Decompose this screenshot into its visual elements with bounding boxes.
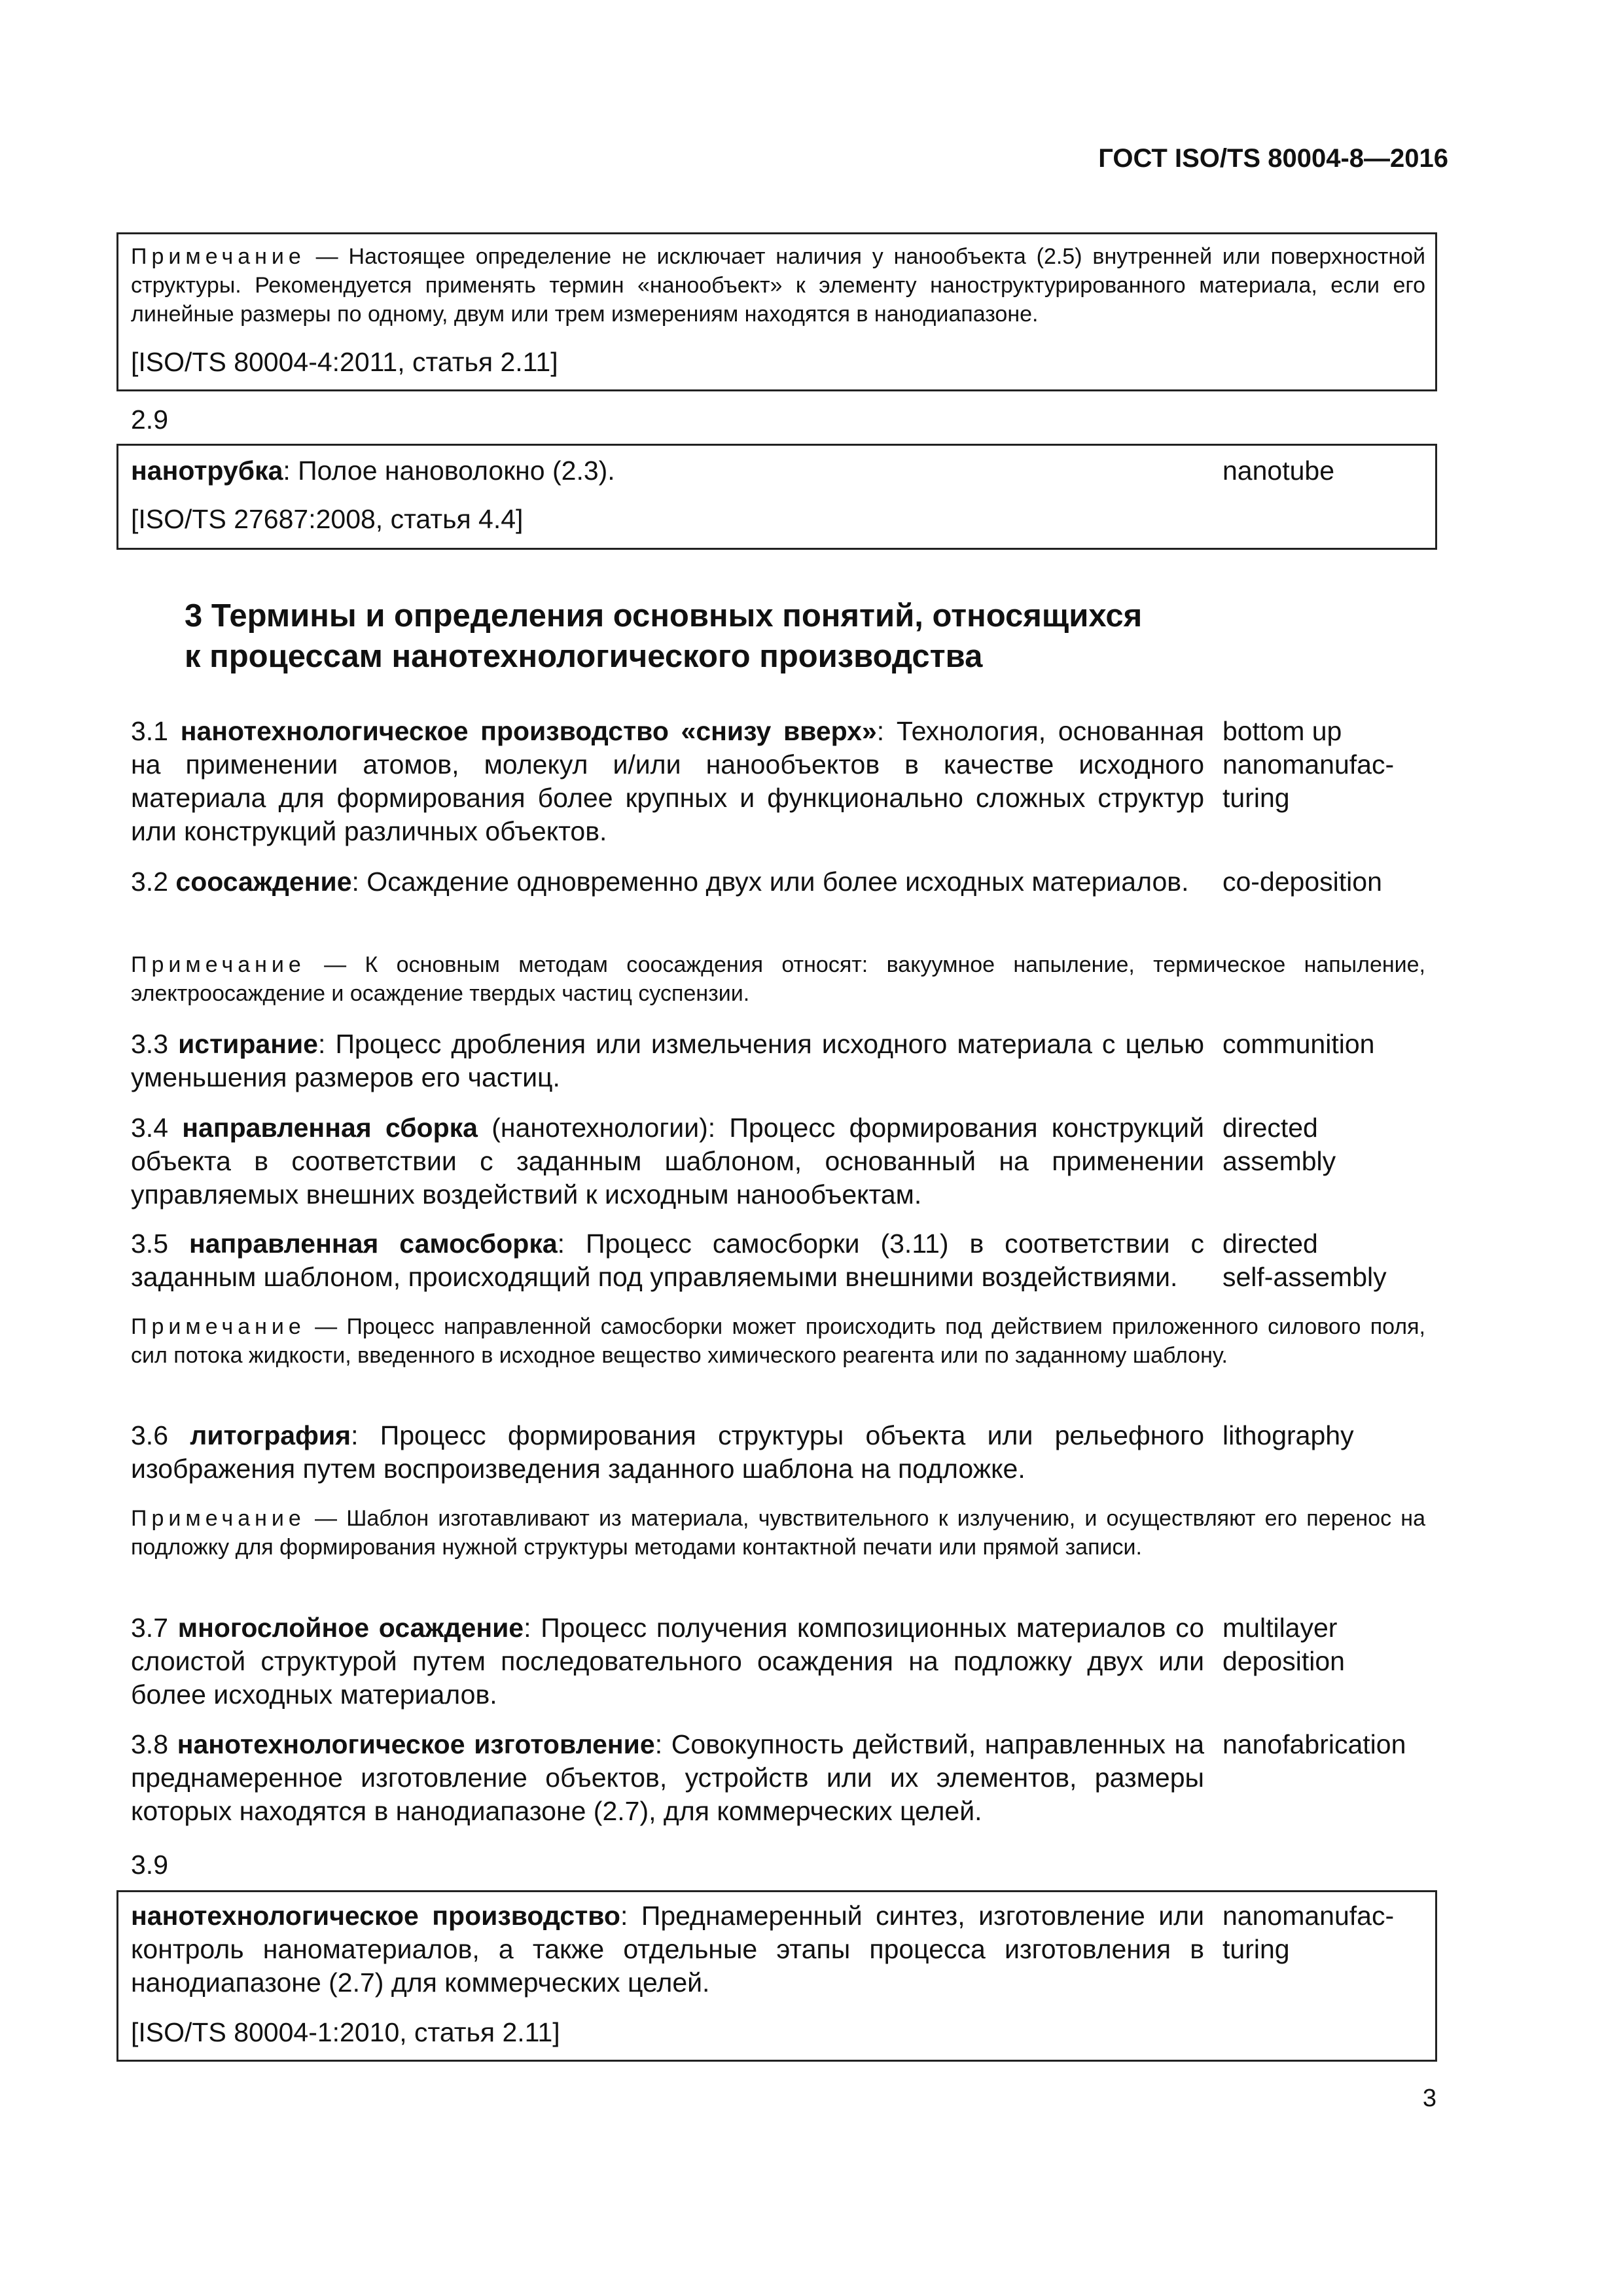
english-term (1222, 1899, 1432, 1966)
definition: : Осаждение одновременно двух или более исходных материалов. (351, 867, 1189, 897)
heading-line: к процессам нанотехнологического производства (185, 639, 983, 674)
note-label: Примечание (131, 952, 306, 977)
english-line: deposition (1222, 1646, 1345, 1676)
definition: : Процесс получения композиционных материалов со слоистой структурой путем последовательного осаждения на подложку двух или более исходных материалов. (131, 1613, 1204, 1710)
top-source: [ISO/TS 80004-4:2011, статья 2.11] (131, 347, 558, 377)
entry-3-4 (131, 1111, 1204, 1211)
entry-3-3 (131, 1028, 1204, 1094)
term: литография (190, 1420, 351, 1450)
english-line: turing (1222, 783, 1290, 813)
entry-2-9-definition (131, 454, 1204, 488)
english-line: assembly (1222, 1146, 1336, 1176)
entry-number-3-9: 3.9 (131, 1850, 168, 1880)
num: 3.3 (131, 1029, 179, 1059)
note-3-2 (131, 950, 1425, 1008)
definition: : Процесс самосборки (3.11) в соответствии с заданным шаблоном, происходящий под управляемыми внешними воздействиями. (131, 1229, 1204, 1292)
note-text: — Шаблон изготавливают из материала, чувствительного к излучению, и осуществляют его перенос на подложку для формирования нужной структуры методами контактной печати или прямой записи. (131, 1506, 1425, 1560)
num: 3.1 (131, 716, 181, 746)
definition: : Процесс дробления или измельчения исходного материала с целью уменьшения размеров его частиц. (131, 1029, 1205, 1092)
english-term (1222, 1611, 1432, 1678)
english-term: nanofabrication (1222, 1729, 1406, 1759)
definition: : Совокупность действий, направленных на преднамеренное изготовление объектов, устройств или их элементов, размеры которых находятся в нанодиапазоне (2.7), для коммерческих целей. (131, 1729, 1204, 1826)
english-line: directed (1222, 1113, 1318, 1143)
definition: (нанотехнологии): Процесс формирования конструкций объекта в соответствии с заданным шаблоном, основанный на применении управляемых внешних воздействий к исходным нанообъектам. (131, 1113, 1204, 1210)
english-line: bottom up (1222, 716, 1342, 746)
english-line: nanomanufac- (1222, 1901, 1395, 1931)
note-text: — Процесс направленной самосборки может происходить под действием приложенного силового поля, сил потока жидкости, введенного в исходное вещество химического реагента или по заданному шаблону. (131, 1314, 1425, 1368)
note-label: Примечание (131, 1506, 306, 1531)
term: нанотехнологическое изготовление (177, 1729, 655, 1759)
english-term: co-deposition (1222, 867, 1382, 897)
note-text: — К основным методам соосаждения относят: вакуумное напыление, термическое напыление, электроосаждение и осаждение твердых частиц суспензии. (131, 952, 1425, 1006)
term: соосаждение (175, 867, 352, 897)
note-3-5 (131, 1312, 1425, 1370)
page-number: 3 (1422, 2085, 1436, 2112)
english-term (1222, 1227, 1432, 1294)
term: направленная самосборка (188, 1229, 558, 1259)
entry-3-2 (131, 865, 1204, 899)
term: нанотехнологическое производство (131, 1901, 620, 1931)
entry-3-6 (131, 1419, 1204, 1486)
english-line: self-assembly (1222, 1262, 1387, 1292)
definition: : Технология, основанная на применении атомов, молекул и/или нанообъектов в качестве исходного материала для формирования более крупных и функционально сложных структур или конструкций различных объектов. (131, 716, 1204, 846)
num: 3.2 (131, 867, 176, 897)
english-line: turing (1222, 1934, 1290, 1964)
english-term: communition (1222, 1029, 1375, 1059)
entry-3-8 (131, 1728, 1204, 1828)
document-header: ГОСТ ISO/TS 80004-8—2016 (1098, 144, 1448, 173)
term: многослойное осаждение (177, 1613, 524, 1643)
note-label: Примечание (131, 1314, 306, 1339)
entry-3-9-source: [ISO/TS 80004-1:2010, статья 2.11] (131, 2017, 560, 2047)
top-note (131, 242, 1425, 329)
term: направленная сборка (182, 1113, 478, 1143)
entry-3-7 (131, 1611, 1204, 1712)
section-heading (185, 596, 1142, 677)
note-label: Примечание (131, 244, 306, 269)
english-line: nanomanufac- (1222, 749, 1395, 780)
num: 3.5 (131, 1229, 189, 1259)
num: 3.7 (131, 1613, 178, 1643)
num: 3.6 (131, 1420, 190, 1450)
note-text: — Настоящее определение не исключает наличия у нанообъекта (2.5) внутренней или поверхностной структуры. Рекомендуется применять термин «нанообъект» к элементу наноструктурированного материала, если его линейные размеры по одному, двум или трем измерениям находятся в нанодиапазоне. (131, 244, 1425, 327)
entry-2-9-source: [ISO/TS 27687:2008, статья 4.4] (131, 504, 524, 534)
english-line: multilayer (1222, 1613, 1338, 1643)
num: 3.8 (131, 1729, 177, 1759)
entry-3-9 (131, 1899, 1204, 2000)
entry-number-2-9: 2.9 (131, 404, 168, 435)
entry-3-1 (131, 715, 1204, 848)
english-term: nanotube (1222, 456, 1335, 486)
definition: : Процесс формирования структуры объекта или рельефного изображения путем воспроизведения заданного шаблона на подложке. (131, 1420, 1204, 1484)
definition: : Преднамеренный синтез, изготовление или контроль наноматериалов, а также отдельные этапы процесса изготовления в нанодиапазоне (2.7) для коммерческих целей. (131, 1901, 1204, 1998)
english-term (1222, 715, 1432, 815)
english-term (1222, 1111, 1432, 1178)
term: истирание (178, 1029, 318, 1059)
english-line: directed (1222, 1229, 1318, 1259)
english-term: lithography (1222, 1420, 1354, 1450)
entry-3-5 (131, 1227, 1204, 1294)
note-3-6 (131, 1504, 1425, 1562)
heading-line: 3 Термины и определения основных понятий, относящихся (185, 598, 1143, 634)
num: 3.4 (131, 1113, 183, 1143)
definition: : Полое нановолокно (2.3). (283, 456, 615, 486)
term: нанотрубка (131, 456, 283, 486)
term: нанотехнологическое производство «снизу вверх» (180, 716, 877, 746)
